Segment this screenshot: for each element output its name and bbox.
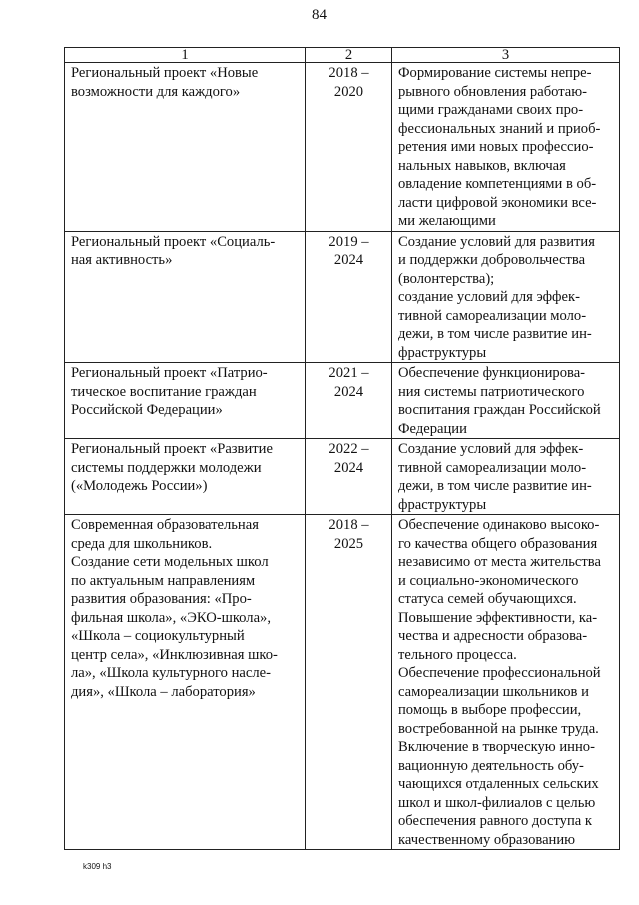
goal-paragraph [398, 738, 613, 849]
goal-line: го качества общего образования [398, 535, 598, 552]
goal-line: фраструктуры [398, 496, 487, 513]
years-line: 2019 – [328, 233, 369, 250]
goal-paragraph [398, 664, 613, 738]
years-line: 2021 – [328, 365, 369, 381]
goal-paragraph [398, 516, 613, 609]
years-cell [306, 231, 392, 363]
years-cell [306, 515, 392, 850]
project-name-line: по актуальным направлениям [71, 572, 256, 589]
goal-line: и социально-экономического [398, 572, 579, 589]
goal-line: Обеспечение одинаково высоко- [398, 517, 600, 533]
goals-cell [392, 515, 620, 850]
goals-cell [392, 439, 620, 515]
project-name-cell [65, 363, 306, 439]
goal-line: создание условий для эффек- [398, 289, 580, 305]
goal-line: Создание условий для эффек- [398, 441, 584, 457]
goal-line: тивной самореализации моло- [398, 459, 587, 476]
project-name-line: тическое воспитание граждан [71, 383, 257, 400]
goal-line: ретения ими новых профессио- [398, 139, 594, 155]
project-name-line: системы поддержки молодежи [71, 459, 262, 476]
column-header-1: 1 [65, 48, 306, 63]
goal-line: чества и адресности образова- [398, 628, 588, 644]
table-row [65, 63, 620, 232]
goal-line: Обеспечение профессиональной [398, 665, 601, 681]
goal-line: ния системы патриотического [398, 383, 585, 400]
years-line: 2018 – [328, 65, 369, 81]
years-line: 2020 [333, 83, 364, 100]
goal-paragraph [398, 440, 613, 514]
goal-line: качественному образованию [398, 831, 576, 848]
goal-line: обеспечения равного доступа к [398, 813, 592, 829]
project-name-line: Региональный проект «Новые [71, 65, 259, 81]
project-name-line: «Школа – социокультурный [71, 628, 245, 644]
goal-line: овладение компетенциями в об- [398, 176, 597, 192]
goal-line: независимо от места жительства [398, 554, 601, 570]
goal-line: Включение в творческую инно- [398, 739, 595, 755]
project-name-cell [65, 515, 306, 850]
goal-line: Формирование системы непре- [398, 65, 592, 81]
project-name-line: Создание сети модельных школ [71, 554, 269, 570]
goal-line: фраструктуры [398, 344, 487, 361]
project-name-line: Региональный проект «Развитие [71, 441, 273, 457]
column-header-2: 2 [306, 48, 392, 63]
goal-line: щими гражданами своих про- [398, 102, 584, 118]
table-row [65, 231, 620, 363]
project-name-line: Современная образовательная [71, 517, 259, 533]
project-name-line: возможности для каждого» [71, 83, 241, 100]
goal-line: дежи, в том числе развитие ин- [398, 478, 592, 494]
project-name-line: («Молодежь России») [71, 478, 208, 494]
goal-line: дежи, в том числе развитие ин- [398, 326, 592, 342]
goal-paragraph [398, 609, 613, 665]
projects-table [64, 47, 620, 850]
goal-line: воспитания граждан Российской [398, 402, 601, 418]
years-line: 2024 [333, 383, 364, 400]
project-name-cell [65, 63, 306, 232]
goal-line: и поддержки добровольчества [398, 252, 586, 268]
goal-line: чающихся отдаленных сельских [398, 776, 599, 792]
project-name-line: Региональный проект «Социаль- [71, 233, 276, 250]
goal-line: фессиональных знаний и приоб- [398, 120, 601, 137]
project-name-line: фильная школа», «ЭКО-школа», [71, 609, 271, 626]
page-number: 84 [312, 7, 327, 23]
goal-line: тивной самореализации моло- [398, 307, 587, 324]
years-cell [306, 439, 392, 515]
table-row [65, 439, 620, 515]
goal-line: Обеспечение функционирова- [398, 365, 586, 381]
footer-code: k309 h3 [83, 862, 112, 871]
years-line: 2024 [333, 252, 364, 268]
goal-line: вационную деятельность обу- [398, 757, 584, 774]
project-name-line: ла», «Школа культурного насле- [71, 665, 271, 681]
years-line: 2018 – [328, 517, 369, 533]
years-cell [306, 363, 392, 439]
goal-line: рывного обновления работаю- [398, 83, 588, 100]
project-name-line: дия», «Школа – лаборатория» [71, 683, 256, 700]
project-name-line: развития образования: «Про- [71, 591, 252, 607]
goal-paragraph [398, 64, 613, 231]
goal-line: Создание условий для развития [398, 233, 595, 250]
goals-cell [392, 363, 620, 439]
table-row [65, 515, 620, 850]
years-cell [306, 63, 392, 232]
table-row [65, 363, 620, 439]
years-line: 2025 [333, 535, 364, 552]
goal-paragraph [398, 288, 613, 362]
project-name-line: Российской Федерации» [71, 402, 223, 418]
column-header-3: 3 [392, 48, 620, 63]
project-name-line: ная активность» [71, 252, 173, 268]
goal-paragraph [398, 233, 613, 289]
goal-line: (волонтерства); [398, 270, 495, 287]
project-name-line: Региональный проект «Патрио- [71, 365, 268, 381]
project-name-cell [65, 231, 306, 363]
project-name-line: центр села», «Инклюзивная шко- [71, 646, 278, 663]
goals-cell [392, 63, 620, 232]
goal-line: ми желающими [398, 213, 496, 229]
goal-line: тельного процесса. [398, 646, 517, 663]
goal-line: ласти цифровой экономики все- [398, 194, 597, 211]
goal-line: помощь в выборе профессии, [398, 702, 582, 718]
years-line: 2022 – [328, 441, 369, 457]
goal-line: статуса семей обучающихся. [398, 591, 577, 607]
goal-line: школ и школ-филиалов с целью [398, 794, 596, 811]
years-line: 2024 [333, 459, 364, 476]
project-name-cell [65, 439, 306, 515]
goals-cell [392, 231, 620, 363]
project-name-line: среда для школьников. [71, 535, 213, 552]
goal-line: Федерации [398, 420, 467, 437]
goal-paragraph [398, 364, 613, 438]
goal-line: нальных навыков, включая [398, 157, 566, 174]
table-header-row [65, 48, 620, 63]
goal-line: Повышение эффективности, ка- [398, 609, 598, 626]
goal-line: востребованной на рынке труда. [398, 720, 599, 737]
goal-line: самореализации школьников и [398, 683, 589, 700]
